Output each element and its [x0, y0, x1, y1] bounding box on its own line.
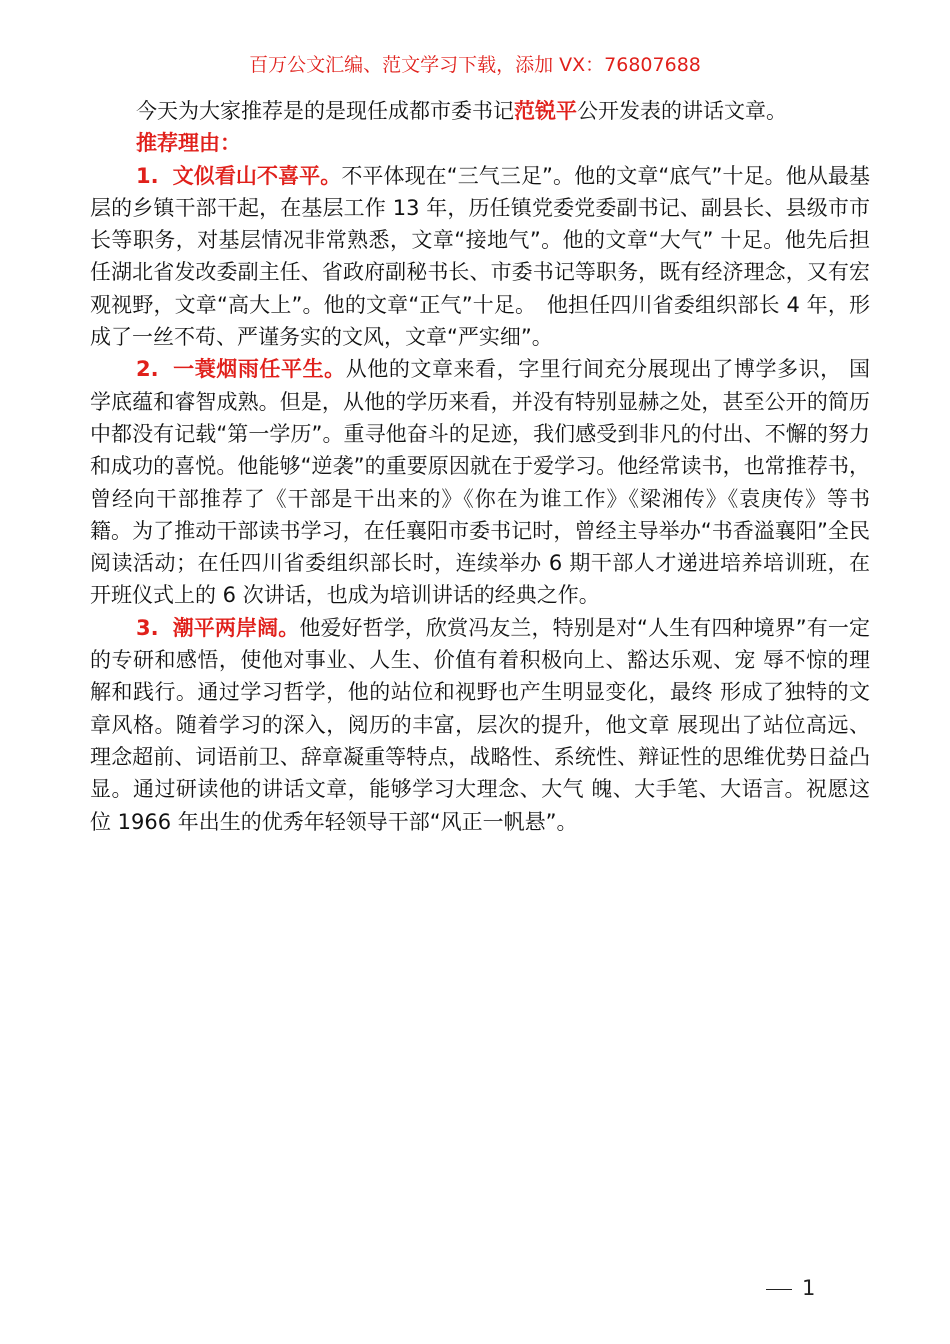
- reason-body: 不平体现在“三气三足”。他的文章“底气”十足。他从最基层的乡镇干部干起，在基层工作 13 年，历任镇党委党委副书记、副县长、县级市市长等职务，对基层情况非常熟悉，文章“接地气”。他的文章“大气” 十足。他先后担任湖北省发改委副主任、省政府副秘书长、市委书记等职务，既有经济理念，又有宏观视野，文章“高大上”。他的文章“正气”十足。 他担任四川省委组织部长 4 年，形成了一丝不苟、严谨务实的文风，文章“严实细”。: [90, 163, 871, 350]
- header-banner: 百万公文汇编、范文学习下载，添加 VX：76807688: [249, 54, 701, 76]
- page-footer: [766, 1276, 815, 1300]
- reason-number: 1.: [136, 163, 159, 188]
- reason-number: 3.: [136, 615, 159, 640]
- reasons-heading: 推荐理由：: [136, 131, 241, 156]
- footer-dash: [766, 1289, 792, 1290]
- highlighted-name: 范锐平: [514, 99, 577, 123]
- reason-body: 他爱好哲学，欣赏冯友兰，特别是对“人生有四种境界”有一定的专研和感悟，使他对事业、人生、价值有着积极向上、豁达乐观、宠 辱不惊的理解和践行。通过学习哲学，他的站位和视野也产生明显变化，最终 形成了独特的文章风格。随着学习的深入，阅历的丰富，层次的提升，他文章 展现出了站位高远、理念超前、词语前卫、辞章凝重等特点，战略性、系统性、辩证性的思维优势日益凸显。通过研读他的讲话文章，能够学习大理念、大气 魄、大手笔、大语言。祝愿这位 1966 年出生的优秀年轻领导干部“风正一帆悬”。: [90, 615, 870, 834]
- intro-after: 公开发表的讲话文章。: [577, 99, 787, 123]
- reason-number: 2.: [136, 357, 159, 382]
- reasons-heading-paragraph: [90, 127, 870, 159]
- reason-item-2: [90, 353, 870, 611]
- reason-body: 从他的文章来看，字里行间充分展现出了博学多识， 国学底蕴和睿智成熟。但是，从他的学历来看，并没有特别显赫之处，甚至公开的简历中都没有记载“第一学历”。重寻他奋斗的足迹，我们感受到非凡的付出、不懈的努力和成功的喜悦。他能够“逆袭”的重要原因就在于爱学习。他经常读书，也常推荐书，曾经向干部推荐了《干部是干出来的》《你在为谁工作》《梁湘传》《袁庚传》等书籍。为了推动干部读书学习，在任襄阳市委书记时，曾经主导举办“书香溢襄阳”全民阅读活动；在任四川省委组织部长时，连续举办 6 期干部人才递进培养培训班，在开班仪式上的 6 次讲话，也成为培训讲话的经典之作。: [90, 357, 870, 608]
- article-body: [90, 95, 870, 838]
- reason-title: 文似看山不喜平。: [172, 163, 342, 188]
- intro-paragraph: [90, 95, 870, 127]
- reason-item-3: [90, 612, 870, 838]
- intro-before: 今天为大家推荐是的是现任成都市委书记: [136, 99, 514, 123]
- reason-title: 一蓑烟雨任平生。: [172, 357, 346, 382]
- page-number: 1: [802, 1276, 816, 1300]
- reason-item-1: [90, 160, 870, 354]
- reason-title: 潮平两岸阔。: [172, 615, 300, 640]
